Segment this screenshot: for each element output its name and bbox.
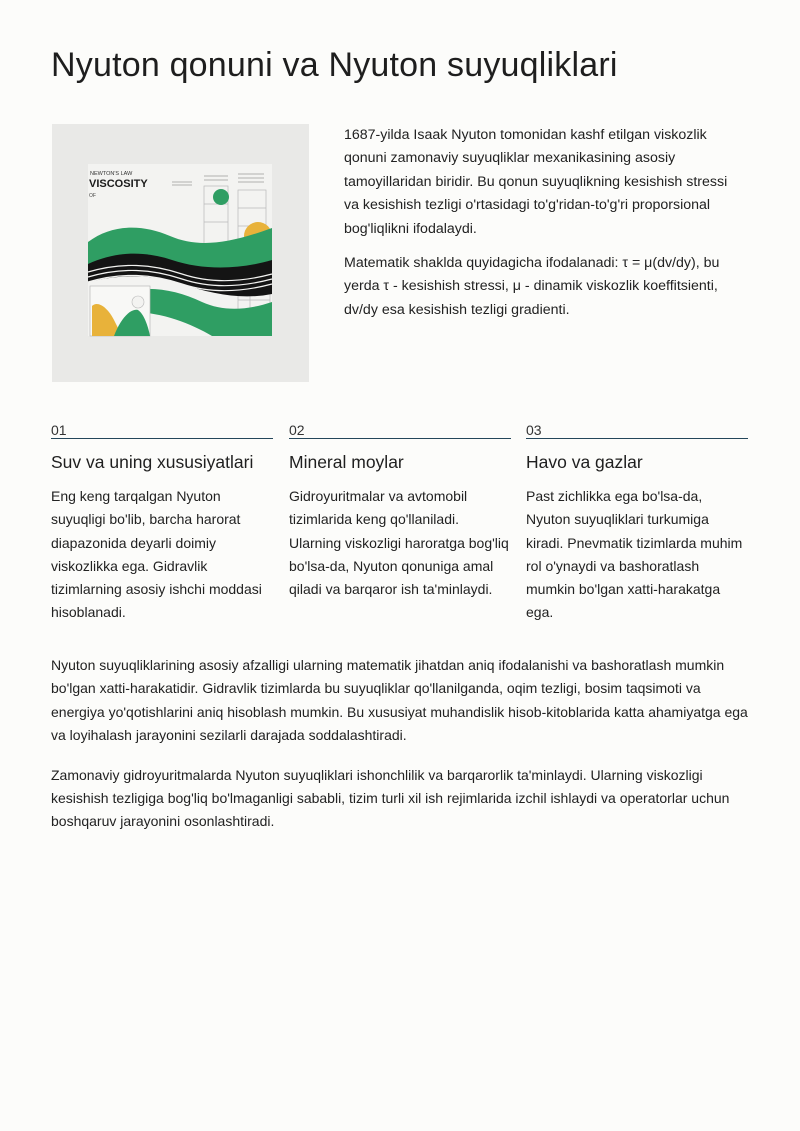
card-text: Gidroyuritmalar va avtomobil tizimlarida keng qo'llaniladi. Ularning viskozligi haroratga bog'liq bo'lsa-da, Nyuton qonuniga amal qiladi va barqaror ish ta'minlaydi. <box>289 488 509 598</box>
poster-green-dot <box>213 189 229 205</box>
card-number: 03 <box>526 422 748 439</box>
body-paragraph-1: Nyuton suyuqliklarining asosiy afzalligi ularning matematik jihatdan aniq ifodalanishi va bashoratlash mumkin bo'lgan xatti-harakatidir. Gidravlik tizimlarda bu suyuqliklar qo'llanilganda, oqim tezligi, bosim taqsimoti va energiya yo'qotishlarini aniq hisoblash mumkin. Bu xususiyat muhandislik hisob-kitoblarida katta ahamiyatga ega va loyihalash jarayonini sezilarli darajada soddalashtiradi. <box>51 657 748 744</box>
hero-illustration <box>52 124 309 382</box>
poster-title: VISCOSITY <box>89 178 148 190</box>
intro-section <box>344 124 744 333</box>
intro-paragraph-1: 1687-yilda Isaak Nyuton tomonidan kashf etilgan viskozlik qonuni zamonaviy suyuqliklar mexanikasining asosiy tamoyillaridan biridir. Bu qonun suyuqlikning kesishish stressi va kesishish tezligi o'rtasidagi to'g'ridan-to'g'ri proporsional bog'liqlikni ifodalaydi. <box>344 127 728 237</box>
poster-white-dot <box>132 296 144 308</box>
card-number: 01 <box>51 422 273 439</box>
card-title: Havo va gazlar <box>526 452 643 472</box>
card-air-gases <box>526 422 748 625</box>
poster-small-label: NEWTON'S LAW <box>90 171 133 177</box>
card-text: Eng keng tarqalgan Nyuton suyuqligi bo'lib, barcha harorat diapazonida deyarli doimiy viskozlikka ega. Gidravlik tizimlarning asosiy ishchi moddasi hisoblanadi. <box>51 488 262 621</box>
card-number: 02 <box>289 422 511 439</box>
page-title: Nyuton qonuni va Nyuton suyuqliklari <box>51 46 618 84</box>
card-water <box>51 422 273 625</box>
body-paragraph-2: Zamonaviy gidroyuritmalarda Nyuton suyuqliklari ishonchlilik va barqarorlik ta'minlaydi. Ularning viskozligi kesishish tezligiga bog'liq bo'lmaganligi sababli, tizim turli xil ish rejimlarida izchil ishlaydi va operatorlar uchun boshqaruv jarayonini osonlashtiradi. <box>51 766 730 830</box>
poster-sub-label: OF <box>89 193 96 199</box>
intro-paragraph-2: Matematik shaklda quyidagicha ifodalanadi: τ = μ(dv/dy), bu yerda τ - kesishish stressi, μ - dinamik viskozlik koeffitsienti, dv/dy esa kesishish tezligi gradienti. <box>344 255 720 318</box>
body-section <box>51 654 751 850</box>
card-title: Mineral moylar <box>289 452 404 472</box>
card-text: Past zichlikka ega bo'lsa-da, Nyuton suyuqliklari turkumiga kiradi. Pnevmatik tizimlarda muhim rol o'ynaydi va bashoratlash mumkin bo'lgan xatti-harakatga ega. <box>526 488 743 621</box>
viscosity-poster-art <box>52 124 309 382</box>
card-title: Suv va uning xususiyatlari <box>51 452 254 472</box>
card-mineral-oils <box>289 422 511 601</box>
